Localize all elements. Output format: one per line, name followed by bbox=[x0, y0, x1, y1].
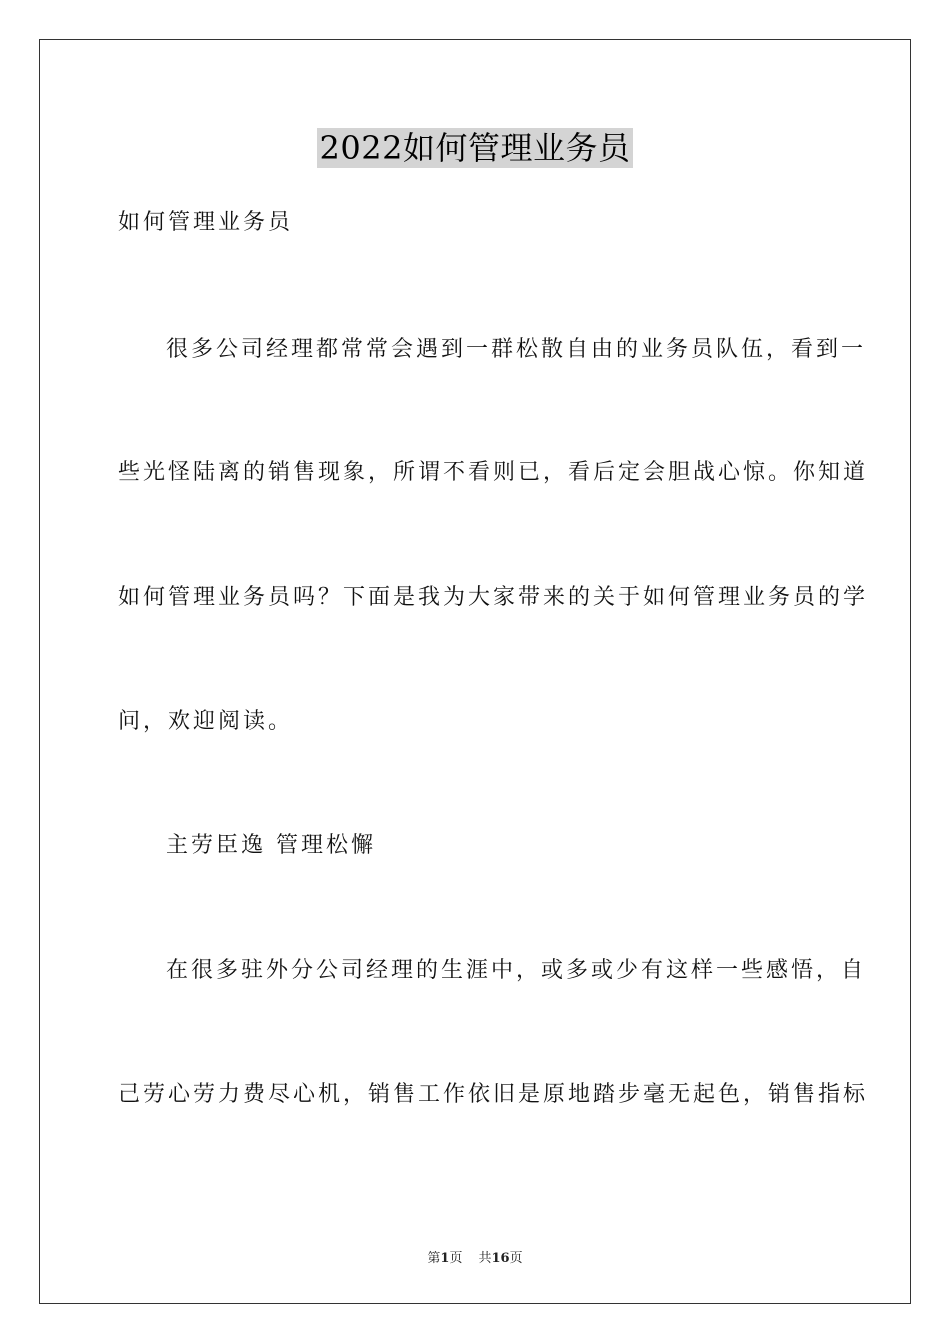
paragraph-line: 如何管理业务员吗？下面是我为大家带来的关于如何管理业务员的学 bbox=[118, 585, 869, 610]
title-container bbox=[0, 128, 950, 168]
footer-total-prefix: 共 bbox=[478, 1251, 492, 1266]
paragraph-line: 己劳心劳力费尽心机，销售工作依旧是原地踏步毫无起色，销售指标 bbox=[118, 1082, 869, 1107]
document-title: 2022如何管理业务员 bbox=[317, 128, 634, 168]
footer-prefix: 第 bbox=[427, 1251, 441, 1266]
footer-page-unit: 页 bbox=[449, 1251, 463, 1266]
section-heading: 主劳臣逸 管理松懈 bbox=[166, 833, 376, 858]
paragraph-line: 在很多驻外分公司经理的生涯中，或多或少有这样一些感悟，自 bbox=[166, 958, 867, 983]
current-page-number: 1 bbox=[440, 1251, 450, 1266]
subtitle-line: 如何管理业务员 bbox=[118, 210, 294, 235]
paragraph-line: 些光怪陆离的销售现象，所谓不看则已，看后定会胆战心惊。你知道 bbox=[118, 460, 869, 485]
footer-total-unit: 页 bbox=[509, 1251, 523, 1266]
paragraph-line: 问，欢迎阅读。 bbox=[118, 709, 294, 734]
total-pages-number: 16 bbox=[491, 1251, 510, 1266]
page-footer bbox=[0, 1247, 950, 1266]
paragraph-line: 很多公司经理都常常会遇到一群松散自由的业务员队伍，看到一 bbox=[166, 337, 867, 362]
